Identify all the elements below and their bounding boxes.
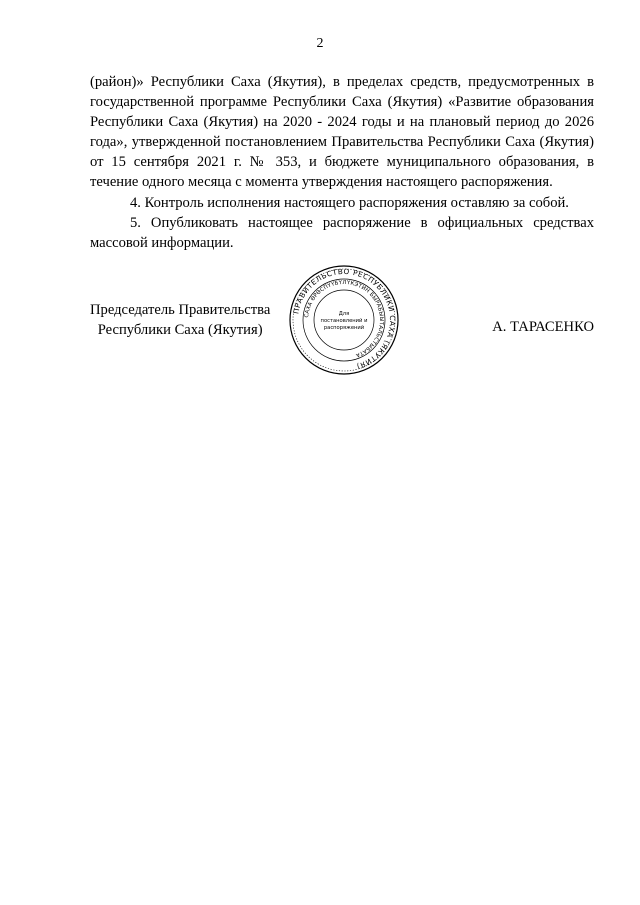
document-body: [90, 72, 594, 253]
signer-title-line-2: Республики Саха (Якутия): [97, 322, 263, 338]
signer-title-line-1: Председатель Правительства: [90, 302, 271, 318]
signature-block: [90, 266, 594, 380]
seal-center-line-1: Для: [338, 311, 350, 317]
paragraph-item-5: 5. Опубликовать настоящее распоряжение в официальных средствах массовой информации.: [90, 214, 594, 251]
signer-name: А. ТАРАСЕНКО: [492, 319, 594, 335]
seal-center-line-2: постановлений и: [320, 318, 368, 324]
paragraph-item-4: 4. Контроль исполнения настоящего распоряжения оставляю за собой.: [130, 194, 569, 211]
seal-outer-text: ПРАВИТЕЛЬСТВО РЕСПУБЛИКИ САХА (ЯКУТИЯ): [291, 266, 398, 372]
seal-center-line-3: распоряжений: [323, 325, 365, 331]
paragraph-continuation: (район)» Республики Саха (Якутия), в пределах средств, предусмотренных в государственной программе Республики Саха (Якутия) «Развитие образования Республики Саха (Якутия) на 2020 - 2024 годы и на плановый период до 2026 года», утвержденной постановлением Правительства Республики Саха (Якутия) от 15 сентября 2021 г. № 353, и бюджете муниципального образования, в течение одного месяца с момента утверждения настоящего распоряжения.: [90, 74, 594, 191]
page-number: 2: [316, 36, 324, 51]
official-seal: [288, 264, 400, 376]
seal-inner-text: САХА ӨРӨСПҮҮБҮЛҮКЭТИН БЫРАБЫЫТАЛЬСТЫБАТА: [304, 279, 385, 358]
signer-title: [90, 300, 270, 340]
